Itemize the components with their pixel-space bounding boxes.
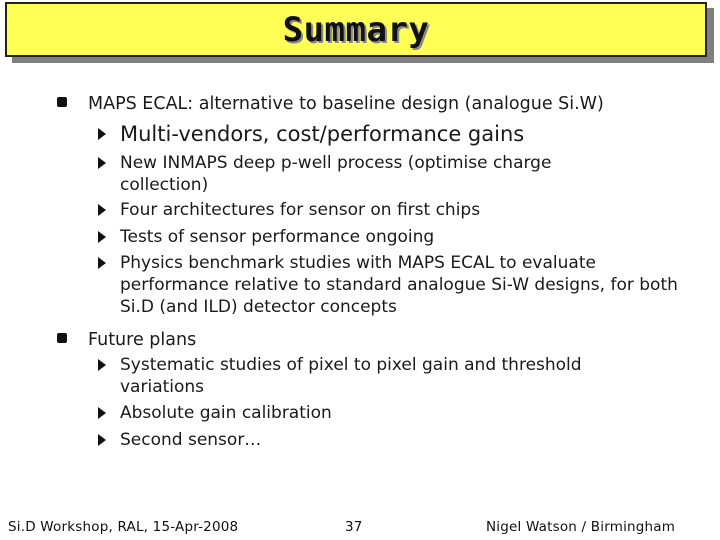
footer-event: Si.D Workshop, RAL, 15-Apr-2008 <box>8 519 239 535</box>
square-bullet-icon <box>57 333 67 343</box>
list-item-text: New INMAPS deep p-well process (optimise charge collection) <box>120 153 552 195</box>
arrow-bullet-icon <box>98 257 106 269</box>
arrow-bullet-icon <box>98 434 106 446</box>
footer-author: Nigel Watson / Birmingham <box>486 519 676 535</box>
list-item-text: Multi-vendors, cost/performance gains <box>120 122 525 146</box>
arrow-bullet-icon <box>98 128 106 140</box>
section-label: Future plans <box>88 330 197 350</box>
list-item-text: Tests of sensor performance ongoing <box>120 227 435 247</box>
list-item-text: Absolute gain calibration <box>120 403 332 423</box>
arrow-bullet-icon <box>98 407 106 419</box>
page-number: 37 <box>345 519 363 535</box>
square-bullet-icon <box>57 97 67 107</box>
list-item-text: Systematic studies of pixel to pixel gain and threshold variations <box>120 355 582 397</box>
list-item-text: Physics benchmark studies with MAPS ECAL to evaluate performance relative to standard analogue Si-W designs, for both Si.D (and ILD) detector concepts <box>120 253 678 317</box>
section-bullet-maps-ecal <box>64 93 684 115</box>
arrow-bullet-icon <box>98 157 106 169</box>
section-label: MAPS ECAL: alternative to baseline design (analogue Si.W) <box>88 94 604 114</box>
arrow-bullet-icon <box>98 359 106 371</box>
section-bullet-future-plans <box>64 329 684 351</box>
arrow-bullet-icon <box>98 204 106 216</box>
list-item-text: Four architectures for sensor on first chips <box>120 200 481 220</box>
slide-title: Summary <box>282 9 430 50</box>
arrow-bullet-icon <box>98 231 106 243</box>
list-item-text: Second sensor… <box>120 430 262 450</box>
